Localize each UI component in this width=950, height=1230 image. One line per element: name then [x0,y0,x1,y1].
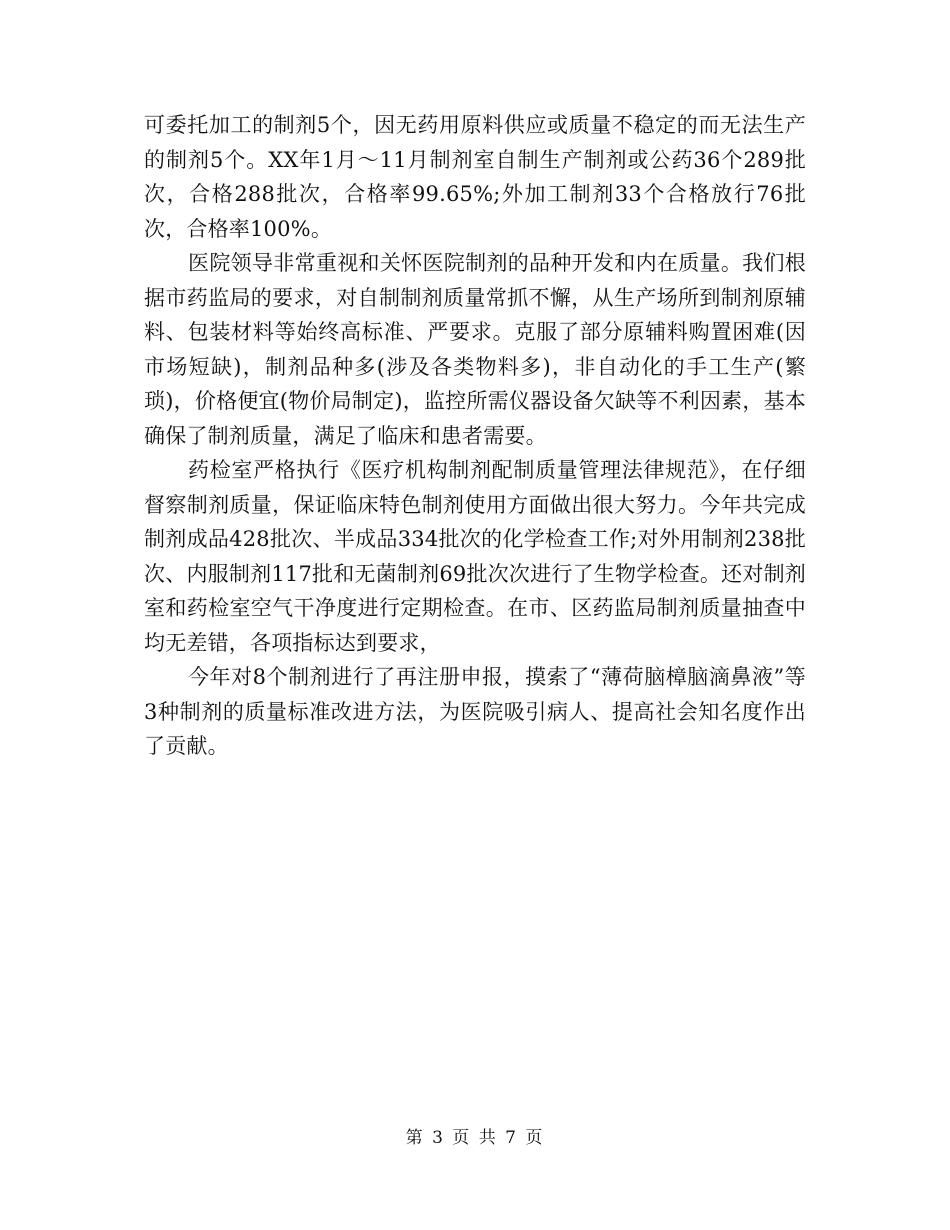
page-number-footer: 第 3 页 共 7 页 [405,1128,545,1148]
paragraph-2: 医院领导非常重视和关怀医院制剂的品种开发和内在质量。我们根据市药监局的要求，对自制制剂质量常抓不懈，从生产场所到制剂原辅料、包装材料等始终高标准、严要求。克服了部分原辅料购置困难(因市场短缺)，制剂品种多(涉及各类物料多)，非自动化的手工生产(繁琐)，价格便宜(物价局制定)，监控所需仪器设备欠缺等不利因素，基本确保了制剂质量，满足了临床和患者需要。 [144,251,806,448]
document-body [144,108,806,764]
paragraph-1: 可委托加工的制剂5个，因无药用原料供应或质量不稳定的而无法生产的制剂5个。XX年1月～11月制剂室自制生产制剂或公药36个289批次，合格288批次，合格率99.65%;外加工制剂33个合格放行76批次，合格率100%。 [144,113,806,241]
paragraph-3: 药检室严格执行《医疗机构制剂配制质量管理法律规范》，在仔细督察制剂质量，保证临床特色制剂使用方面做出很大努力。今年共完成制剂成品428批次、半成品334批次的化学检查工作;对外用制剂238批次、内服制剂117批和无菌制剂69批次次进行了生物学检查。还对制剂室和药检室空气干净度进行定期检查。在市、区药监局制剂质量抽查中均无差错，各项指标达到要求， [144,458,806,655]
paragraph-4: 今年对8个制剂进行了再注册申报，摸索了“薄荷脑樟脑滴鼻液”等3种制剂的质量标准改进方法，为医院吸引病人、提高社会知名度作出了贡献。 [144,665,806,758]
